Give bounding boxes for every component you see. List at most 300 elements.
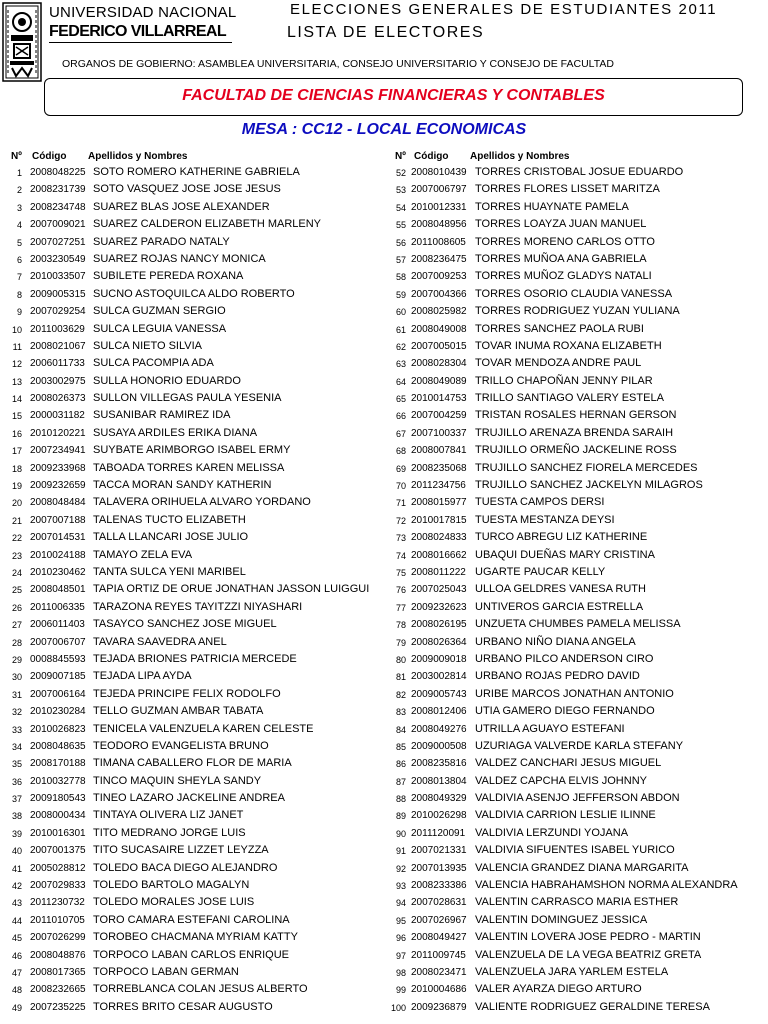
voter-number: 96 (395, 933, 406, 944)
voter-code: 2007007188 (30, 514, 86, 526)
voter-row (0, 548, 386, 565)
voter-code: 2010017815 (411, 514, 467, 526)
voter-row (384, 304, 768, 321)
voter-name: SUSANIBAR RAMIREZ IDA (93, 409, 231, 422)
voter-number: 24 (11, 567, 22, 578)
voter-row (0, 930, 386, 947)
voter-code: 2008016662 (411, 549, 467, 561)
voter-code: 2009233968 (30, 462, 86, 474)
voter-code: 2011003629 (30, 323, 85, 335)
voter-number: 52 (395, 168, 406, 178)
voter-code: 2006011403 (30, 619, 85, 631)
voter-name: TUESTA MESTANZA DEYSI (475, 513, 615, 526)
voter-row (0, 217, 386, 234)
voter-code: 2009005315 (30, 288, 86, 300)
voter-row (384, 356, 768, 373)
voter-code: 2008024833 (411, 532, 467, 544)
voter-code: 2007006164 (30, 688, 86, 700)
voter-row (384, 965, 768, 982)
voter-number: 99 (395, 985, 406, 996)
voter-name: TENICELA VALENZUELA KAREN CELESTE (93, 722, 314, 735)
voter-row (384, 374, 768, 391)
voter-code: 2008017365 (30, 966, 86, 978)
voter-number: 5 (16, 237, 22, 248)
voter-code: 2007001375 (30, 845, 86, 857)
voter-code: 2009000508 (411, 740, 467, 752)
voter-name: TORRES LOAYZA JUAN MANUEL (475, 218, 647, 231)
voter-name: TALAVERA ORIHUELA ALVARO YORDANO (93, 496, 311, 509)
voter-code: 2011230732 (30, 897, 85, 909)
voter-list-right (384, 151, 768, 1017)
voter-name: TEODORO EVANGELISTA BRUNO (93, 739, 269, 752)
voter-number: 16 (11, 428, 22, 439)
voter-number: 38 (11, 811, 22, 822)
voter-code: 2007005015 (411, 340, 467, 352)
voter-name: TINCO MAQUIN SHEYLA SANDY (93, 774, 262, 787)
voter-row (384, 774, 768, 791)
voter-row (384, 548, 768, 565)
voter-code: 2009007185 (30, 671, 86, 683)
voter-number: 32 (11, 707, 22, 718)
voter-number: 69 (395, 463, 406, 474)
voter-row (384, 391, 768, 408)
voter-name: VALENTIN LOVERA JOSE PEDRO - MARTIN (475, 931, 701, 944)
voter-name: TORRES MUÑOZ GLADYS NATALI (475, 270, 652, 283)
voter-name: URIBE MARCOS JONATHAN ANTONIO (475, 687, 674, 700)
voter-code: 2010004686 (411, 984, 467, 996)
voter-number: 30 (11, 672, 22, 683)
voter-name: TEJADA BRIONES PATRICIA MERCEDE (93, 652, 297, 665)
voter-number: 7 (16, 272, 22, 283)
voter-code: 2003230549 (30, 253, 86, 265)
voter-code: 2010024188 (30, 549, 86, 561)
voter-number: 35 (11, 759, 22, 770)
voter-number: 31 (11, 689, 22, 700)
voter-number: 60 (395, 307, 406, 318)
voter-number: 3 (16, 202, 22, 213)
voter-row (384, 878, 768, 895)
voter-code: 2007025043 (411, 584, 467, 596)
voter-code: 2008049427 (411, 932, 467, 944)
voter-row (0, 461, 386, 478)
voter-name: TORRES MUÑOA ANA GABRIELA (475, 252, 647, 265)
voter-number: 75 (395, 567, 406, 578)
voter-name: TAVARA SAAVEDRA ANEL (93, 635, 227, 648)
university-name-underline (49, 42, 232, 43)
voter-name: TITO MEDRANO JORGE LUIS (93, 826, 246, 839)
voter-name: TINEO LAZARO JACKELINE ANDREA (93, 792, 285, 805)
voter-name: TORRES CRISTOBAL JOSUE EDUARDO (475, 166, 684, 178)
voter-name: SOTO VASQUEZ JOSE JOSE JESUS (93, 183, 281, 196)
voter-name: TOVAR MENDOZA ANDRE PAUL (475, 357, 642, 370)
voter-name: VALENCIA HABRAHAMSHON NORMA ALEXANDRA (475, 879, 738, 892)
voter-row (384, 322, 768, 339)
voter-row (384, 165, 768, 182)
voter-name: TORPOCO LABAN GERMAN (93, 965, 239, 978)
voter-row (0, 756, 386, 773)
voter-name: SOTO ROMERO KATHERINE GABRIELA (93, 166, 300, 178)
voter-name: TORRES OSORIO CLAUDIA VANESSA (475, 287, 673, 300)
voter-number: 91 (395, 846, 406, 857)
voter-number: 92 (395, 863, 406, 874)
list-header-right (384, 151, 768, 165)
voter-row (384, 1000, 768, 1017)
voter-row (0, 913, 386, 930)
voter-code: 2010120221 (30, 427, 86, 439)
voter-number: 80 (395, 654, 406, 665)
voter-name: TUESTA CAMPOS DERSI (475, 496, 605, 509)
voter-name: VALDIVIA ASENJO JEFFERSON ABDON (475, 792, 680, 805)
voter-name: SULCA GUZMAN SERGIO (93, 305, 226, 318)
voter-row (0, 722, 386, 739)
voter-number: 43 (11, 898, 22, 909)
voter-code: 2011006335 (30, 601, 85, 613)
voter-number: 9 (16, 307, 22, 318)
voter-name: SUAREZ BLAS JOSE ALEXANDER (93, 200, 270, 213)
voter-name: SUAREZ CALDERON ELIZABETH MARLENY (93, 218, 321, 231)
voter-row (384, 791, 768, 808)
voter-name: TAMAYO ZELA EVA (93, 548, 193, 561)
voter-name: TRILLO CHAPOÑAN JENNY PILAR (475, 374, 653, 387)
voter-row (0, 322, 386, 339)
voter-number: 70 (395, 481, 406, 492)
voter-number: 87 (395, 776, 406, 787)
voter-name: TORREBLANCA COLAN JESUS ALBERTO (93, 983, 308, 996)
voter-code: 2007026299 (30, 932, 86, 944)
voter-number: 58 (395, 272, 406, 283)
document-subtitle: LISTA DE ELECTORES (287, 24, 485, 41)
voter-number: 55 (395, 220, 406, 231)
voter-name: URBANO NIÑO DIANA ANGELA (475, 635, 636, 648)
voter-number: 29 (11, 654, 22, 665)
voter-name: VALENZUELA DE LA VEGA BEATRIZ GRETA (475, 948, 702, 961)
voter-name: TANTA SULCA YENI MARIBEL (93, 565, 246, 578)
header-num: Nº (11, 151, 22, 162)
voter-code: 2007006707 (30, 636, 86, 648)
voter-name: VALENCIA GRANDEZ DIANA MARGARITA (475, 861, 689, 874)
voter-row (0, 495, 386, 512)
voter-code: 2008026195 (411, 619, 467, 631)
voter-number: 82 (395, 689, 406, 700)
voter-number: 27 (11, 620, 22, 631)
voter-code: 2008049276 (411, 723, 467, 735)
voter-number: 39 (11, 828, 22, 839)
voter-name: SUCNO ASTOQUILCA ALDO ROBERTO (93, 287, 295, 300)
voter-code: 2008011222 (411, 566, 466, 578)
voter-code: 2008012406 (411, 706, 467, 718)
voter-number: 6 (16, 254, 22, 265)
voter-row (384, 843, 768, 860)
voter-code: 2008235816 (411, 758, 467, 770)
voter-row (384, 722, 768, 739)
voter-number: 64 (395, 376, 406, 387)
voter-number: 36 (11, 776, 22, 787)
voter-name: SULLON VILLEGAS PAULA YESENIA (93, 392, 282, 405)
voter-row (0, 408, 386, 425)
voter-row (0, 182, 386, 199)
voter-name: VALDEZ CAPCHA ELVIS JOHNNY (475, 774, 647, 787)
voter-number: 54 (395, 202, 406, 213)
voter-row (384, 895, 768, 912)
voter-code: 2009005743 (411, 688, 467, 700)
voter-name: TORRES BRITO CESAR AUGUSTO (93, 1000, 273, 1013)
voter-row (0, 739, 386, 756)
voter-row (0, 530, 386, 547)
voter-name: TORRES FLORES LISSET MARITZA (475, 183, 660, 196)
header-name: Apellidos y Nombres (470, 151, 570, 162)
voter-row (384, 930, 768, 947)
voter-code: 2008048635 (30, 740, 86, 752)
voter-row (0, 426, 386, 443)
voter-code: 2007014531 (30, 532, 86, 544)
voter-code: 2011010705 (30, 914, 85, 926)
voter-number: 2 (16, 185, 22, 196)
voter-code: 2009180543 (30, 793, 86, 805)
voter-code: 2007029833 (30, 880, 86, 892)
voter-number: 10 (11, 324, 22, 335)
voter-row (384, 495, 768, 512)
voter-row (384, 182, 768, 199)
voter-row (384, 652, 768, 669)
voter-row (0, 269, 386, 286)
voter-code: 2008236475 (411, 253, 467, 265)
voter-number: 94 (395, 898, 406, 909)
voter-number: 45 (11, 933, 22, 944)
voter-row (0, 235, 386, 252)
voter-row (384, 235, 768, 252)
voter-code: 2008235068 (411, 462, 467, 474)
voter-name: TABOADA TORRES KAREN MELISSA (93, 461, 285, 474)
voter-code: 2008049089 (411, 375, 467, 387)
voter-code: 2008048956 (411, 219, 467, 231)
voter-row (384, 461, 768, 478)
voter-code: 2008049329 (411, 793, 467, 805)
voter-name: SUAREZ PARADO NATALY (93, 235, 230, 248)
voter-number: 22 (11, 533, 22, 544)
voter-row (384, 339, 768, 356)
voter-number: 42 (11, 881, 22, 892)
voter-name: TALLA LLANCARI JOSE JULIO (93, 531, 249, 544)
voter-row (0, 982, 386, 999)
voter-row (0, 582, 386, 599)
header-code: Código (414, 151, 449, 162)
voter-number: 53 (395, 185, 406, 196)
voter-number: 20 (11, 498, 22, 509)
voting-table-title: MESA : CC12 - LOCAL ECONOMICAS (241, 121, 527, 138)
voter-code: 2007028631 (411, 897, 467, 909)
voter-code: 2010032778 (30, 775, 86, 787)
voter-number: 40 (11, 846, 22, 857)
voter-name: TRUJILLO ARENAZA BRENDA SARAIH (475, 426, 674, 439)
voter-row (0, 339, 386, 356)
voter-row (384, 565, 768, 582)
voter-number: 47 (11, 967, 22, 978)
voter-number: 89 (395, 811, 406, 822)
voter-number: 56 (395, 237, 406, 248)
voter-code: 2008233386 (411, 880, 467, 892)
voter-number: 19 (11, 481, 22, 492)
voter-name: TASAYCO SANCHEZ JOSE MIGUEL (93, 618, 277, 631)
voter-name: TELLO GUZMAN AMBAR TABATA (93, 705, 264, 718)
voter-code: 2007021331 (411, 845, 467, 857)
voter-number: 90 (395, 828, 406, 839)
voter-name: TORPOCO LABAN CARLOS ENRIQUE (93, 948, 290, 961)
voter-number: 74 (395, 550, 406, 561)
voter-row (0, 600, 386, 617)
voter-row (384, 982, 768, 999)
voter-code: 2009236879 (411, 1001, 467, 1013)
voter-number: 86 (395, 759, 406, 770)
voter-code: 2007004366 (411, 288, 467, 300)
voter-number: 84 (395, 724, 406, 735)
voter-code: 2008028304 (411, 358, 467, 370)
voter-row (384, 287, 768, 304)
voter-number: 34 (11, 741, 22, 752)
voter-number: 100 (390, 1002, 406, 1013)
voter-name: TRUJILLO SANCHEZ FIORELA MERCEDES (475, 461, 698, 474)
voter-code: 2009009018 (411, 653, 467, 665)
voter-name: VALIENTE RODRIGUEZ GERALDINE TERESA (475, 1000, 710, 1013)
voter-number: 11 (12, 341, 22, 352)
voter-number: 88 (395, 794, 406, 805)
voter-number: 72 (395, 515, 406, 526)
voter-name: TURCO ABREGU LIZ KATHERINE (475, 531, 648, 544)
voter-row (0, 252, 386, 269)
voter-list-left (0, 151, 386, 1017)
voter-number: 49 (11, 1002, 22, 1013)
voter-number: 77 (395, 602, 406, 613)
voter-code: 2003002814 (411, 671, 467, 683)
voter-name: SUYBATE ARIMBORGO ISABEL ERMY (93, 444, 291, 457)
voter-code: 2005028812 (30, 862, 86, 874)
voter-row (0, 200, 386, 217)
voter-code: 2007234941 (30, 445, 86, 457)
voter-row (384, 635, 768, 652)
voter-row (384, 617, 768, 634)
voter-name: TRUJILLO SANCHEZ JACKELYN MILAGROS (475, 479, 703, 492)
voter-code: 2010033507 (30, 271, 86, 283)
voter-name: VALENZUELA JARA YARLEM ESTELA (475, 965, 669, 978)
voter-code: 2010026823 (30, 723, 86, 735)
voter-name: VALDIVIA LERZUNDI YOJANA (475, 826, 629, 839)
voter-number: 8 (16, 289, 22, 300)
voter-code: 2007009253 (411, 271, 467, 283)
voter-row (0, 617, 386, 634)
voter-row (0, 687, 386, 704)
voter-name: TALENAS TUCTO ELIZABETH (93, 513, 246, 526)
voter-row (384, 200, 768, 217)
voter-name: TARAZONA REYES TAYITZZI NIYASHARI (93, 600, 303, 613)
voter-row (384, 443, 768, 460)
voter-name: UGARTE PAUCAR KELLY (475, 565, 606, 578)
voter-row (0, 635, 386, 652)
voter-row (0, 878, 386, 895)
voter-number: 1 (16, 168, 22, 178)
voter-number: 28 (11, 637, 22, 648)
voter-number: 44 (11, 915, 22, 926)
voter-code: 2007100337 (411, 427, 467, 439)
voter-row (0, 826, 386, 843)
voter-number: 12 (11, 359, 22, 370)
voter-number: 59 (395, 289, 406, 300)
voter-row (0, 287, 386, 304)
voter-code: 2009232659 (30, 480, 86, 492)
voter-name: TEJADA LIPA AYDA (93, 670, 192, 683)
voter-name: URBANO ROJAS PEDRO DAVID (475, 670, 640, 683)
voter-row (0, 565, 386, 582)
voter-code: 2010230284 (30, 706, 86, 718)
voter-number: 61 (395, 324, 406, 335)
voter-name: TORRES HUAYNATE PAMELA (475, 200, 629, 213)
voter-number: 23 (11, 550, 22, 561)
voter-number: 68 (395, 446, 406, 457)
voter-code: 2010026298 (411, 810, 467, 822)
voter-code: 2007026967 (411, 914, 467, 926)
voter-row (0, 948, 386, 965)
voter-row (0, 513, 386, 530)
voter-row (0, 356, 386, 373)
list-header-left (0, 151, 386, 165)
voter-name: UNZUETA CHUMBES PAMELA MELISSA (475, 618, 681, 631)
voter-code: 0008845593 (30, 653, 86, 665)
voter-name: TRISTAN ROSALES HERNAN GERSON (475, 409, 677, 422)
voter-name: SULLA HONORIO EDUARDO (93, 374, 241, 387)
voter-code: 2008026364 (411, 636, 467, 648)
voter-name: TACCA MORAN SANDY KATHERIN (93, 479, 272, 492)
voter-row (384, 669, 768, 686)
voter-name: TORRES MORENO CARLOS OTTO (475, 235, 655, 248)
voter-code: 2008170188 (30, 758, 86, 770)
voter-number: 17 (11, 446, 22, 457)
voter-code: 2006011733 (30, 358, 85, 370)
voter-name: TIMANA CABALLERO FLOR DE MARIA (93, 757, 292, 770)
voter-name: UTRILLA AGUAYO ESTEFANI (475, 722, 625, 735)
faculty-banner (44, 78, 743, 116)
voter-name: TRILLO SANTIAGO VALERY ESTELA (475, 392, 664, 405)
voter-code: 2010230462 (30, 566, 86, 578)
voter-name: ULLOA GELDRES VANESA RUTH (475, 583, 646, 596)
document-title: ELECCIONES GENERALES DE ESTUDIANTES 2011 (290, 1, 718, 18)
voter-number: 98 (395, 967, 406, 978)
voter-row (0, 1000, 386, 1017)
voter-row (0, 791, 386, 808)
voter-row (0, 808, 386, 825)
voter-row (0, 304, 386, 321)
faculty-name: FACULTAD DE CIENCIAS FINANCIERAS Y CONTABLES (182, 87, 605, 104)
voter-name: TITO SUCASAIRE LIZZET LEYZZA (93, 844, 269, 857)
voter-number: 14 (11, 394, 22, 405)
university-name-line2: FEDERICO VILLARREAL (49, 23, 227, 40)
voter-code: 2007006797 (411, 184, 467, 196)
university-logo (2, 2, 42, 82)
voter-name: TAPIA ORTIZ DE ORUE JONATHAN JASSON LUIGGUI (93, 583, 370, 596)
voter-number: 15 (11, 411, 22, 422)
voter-row (0, 861, 386, 878)
voter-number: 4 (16, 220, 22, 231)
voter-name: TOLEDO MORALES JOSE LUIS (93, 896, 255, 909)
voter-name: VALENTIN DOMINGUEZ JESSICA (475, 913, 648, 926)
voter-row (384, 948, 768, 965)
voter-row (0, 165, 386, 182)
voter-code: 2011234756 (411, 480, 466, 492)
header-name: Apellidos y Nombres (88, 151, 188, 162)
voter-code: 2008049008 (411, 323, 467, 335)
voter-row (384, 704, 768, 721)
voter-name: SULCA NIETO SILVIA (93, 339, 203, 352)
voter-name: TOROBEO CHACMANA MYRIAM KATTY (93, 931, 298, 944)
voter-code: 2008048501 (30, 584, 86, 596)
voter-row (384, 408, 768, 425)
